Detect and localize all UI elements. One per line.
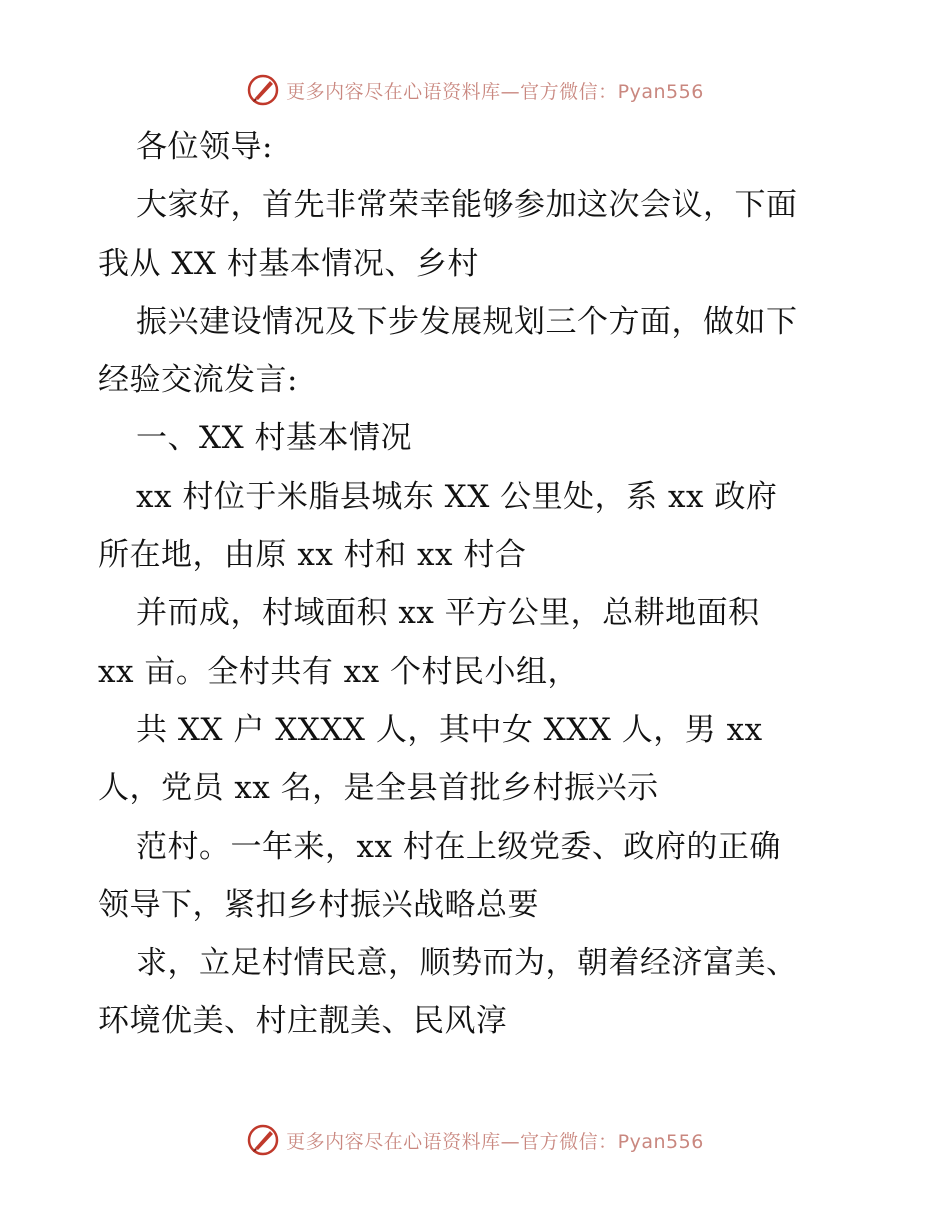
paragraph-line: 求，立足村情民意，顺势而为，朝着经济富美、 [136, 945, 798, 982]
paragraph-line: 人，党员 xx 名，是全县首批乡村振兴示 [98, 770, 659, 807]
header-watermark [0, 70, 950, 110]
paragraph-line: xx 亩。全村共有 xx 个村民小组， [98, 653, 579, 690]
footer-watermark [0, 1120, 950, 1160]
paragraph-line: 振兴建设情况及下步发展规划三个方面，做如下 [136, 303, 798, 340]
paragraph-line: 环境优美、村庄靓美、民风淳 [98, 1003, 508, 1040]
paragraph-line: 领导下，紧扣乡村振兴战略总要 [98, 886, 539, 923]
paragraph-line: 并而成，村域面积 xx 平方公里，总耕地面积 [136, 595, 760, 632]
quill-pen-logo-icon [246, 1123, 280, 1157]
paragraph-line: 所在地，由原 xx 村和 xx 村合 [98, 537, 527, 574]
watermark-text: 更多内容尽在心语资料库—官方微信：Pyan556 [286, 1130, 704, 1153]
section-heading: 一、XX 村基本情况 [136, 420, 412, 457]
paragraph-line: xx 村位于米脂县城东 XX 公里处，系 xx 政府 [136, 478, 778, 515]
quill-pen-logo-icon [246, 73, 280, 107]
paragraph-line: 共 XX 户 XXXX 人，其中女 XXX 人，男 xx [136, 711, 763, 748]
paragraph-line: 范村。一年来，xx 村在上级党委、政府的正确 [136, 828, 781, 865]
paragraph-line: 各位领导: [136, 129, 273, 165]
watermark-text: 更多内容尽在心语资料库—官方微信：Pyan556 [286, 80, 704, 103]
paragraph-line: 我从 XX 村基本情况、乡村 [98, 245, 479, 282]
paragraph-line: 经验交流发言: [98, 362, 298, 399]
paragraph-line: 大家好，首先非常荣幸能够参加这次会议，下面 [136, 187, 798, 224]
document-body [98, 118, 858, 1051]
